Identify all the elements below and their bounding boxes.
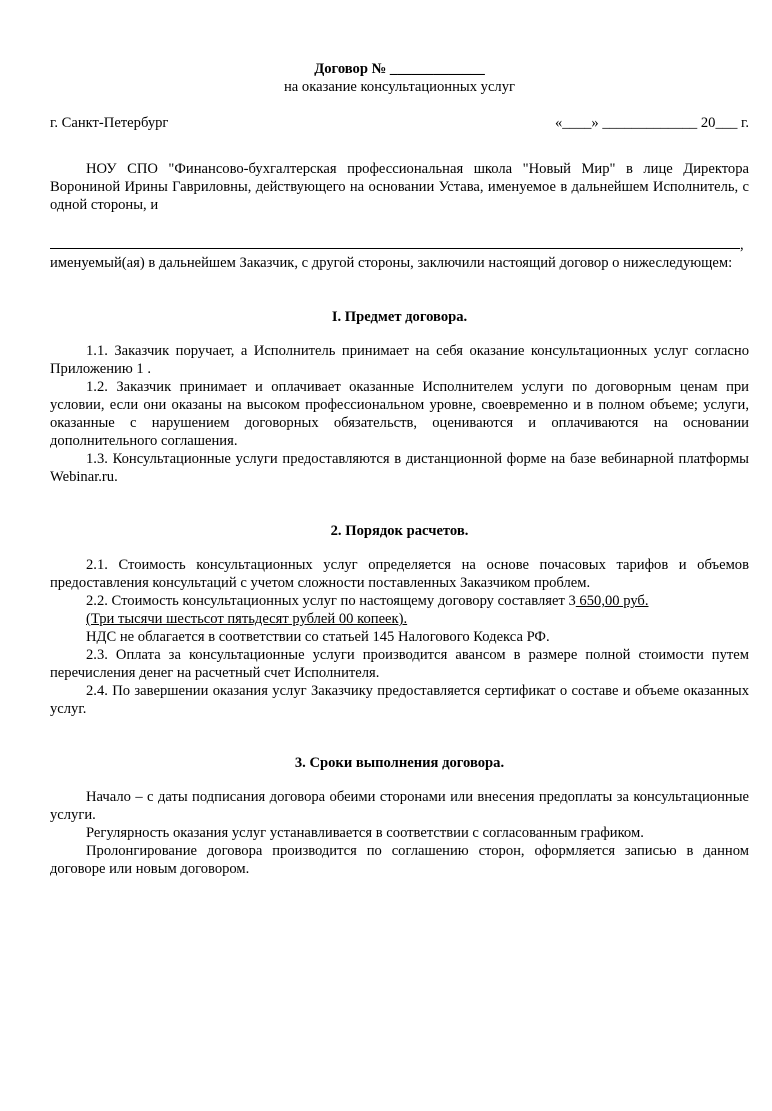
section3-title: 3. Сроки выполнения договора. bbox=[294, 755, 505, 771]
section1-title: I. Предмет договора. bbox=[331, 309, 468, 325]
preamble-executor: НОУ СПО "Финансово-бухгалтерская профессиональная школа "Новый Мир" в лице Директора Ворониной Ирины Гавриловны, действующего на основании Устава, именуемое в дальнейшем Исполнитель, с одной стороны, и bbox=[50, 161, 749, 213]
section1-p2: 1.2. Заказчик принимает и оплачивает оказанные Исполнителем услуги по договорным ценам при условии, если они оказаны на высоком профессиональном уровне, своевременно и в полном объеме; услуги, оказанные с нарушением договорных обязательств, оцениваются и оплачиваются на основании дополнительного соглашения. bbox=[50, 379, 749, 449]
section3-p3: Пролонгирование договора производится по соглашению сторон, оформляется записью в данном договоре или новым договором. bbox=[50, 843, 749, 877]
place-date-row bbox=[50, 114, 749, 132]
contract-document bbox=[50, 60, 749, 878]
city: г. Санкт-Петербург bbox=[50, 115, 169, 131]
contract-amount-words: (Три тысячи шестьсот пятьдесят рублей 00 копеек). bbox=[86, 611, 408, 627]
contract-date: «____» _____________ 20___ г. bbox=[554, 115, 749, 131]
contract-title: Договор № _____________ bbox=[314, 61, 485, 77]
section1-p1: 1.1. Заказчик поручает, а Исполнитель принимает на себя оказание консультационных услуг согласно Приложению 1 . bbox=[50, 343, 749, 377]
section2-p3: 2.3. Оплата за консультационные услуги производится авансом в размере полной стоимости путем перечисления денег на расчетный счет Исполнителя. bbox=[50, 647, 749, 681]
customer-name-blank bbox=[50, 234, 740, 249]
section3-p1: Начало – с даты подписания договора обеими сторонами или внесения предоплаты за консультационные услуги. bbox=[50, 789, 749, 823]
customer-comma: , bbox=[740, 237, 744, 253]
preamble-customer: именуемый(ая) в дальнейшем Заказчик, с другой стороны, заключили настоящий договор о нижеследующем: bbox=[50, 255, 733, 271]
section2-title: 2. Порядок расчетов. bbox=[330, 523, 469, 539]
contract-subtitle: на оказание консультационных услуг bbox=[283, 79, 515, 95]
customer-name-line bbox=[50, 234, 749, 254]
section2-amount-words-line bbox=[50, 610, 749, 628]
section2-vat: НДС не облагается в соответствии со статьей 145 Налогового Кодекса РФ. bbox=[86, 629, 550, 645]
section1-p3: 1.3. Консультационные услуги предоставляются в дистанционной форме на базе вебинарной платформы Webinar.ru. bbox=[50, 451, 749, 485]
section3-p2: Регулярность оказания услуг устанавливается в соответствии с согласованным графиком. bbox=[86, 825, 644, 841]
section2-p4: 2.4. По завершении оказания услуг Заказчику предоставляется сертификат о составе и объеме оказанных услуг. bbox=[50, 683, 749, 717]
contract-amount: 650,00 руб. bbox=[575, 593, 649, 609]
section2-p2 bbox=[50, 592, 749, 610]
section2-p1: 2.1. Стоимость консультационных услуг определяется на основе почасовых тарифов и объемов предоставления консультаций с учетом сложности поставленных Заказчиком проблем. bbox=[50, 557, 749, 591]
section2-p2-prefix: 2.2. Стоимость консультационных услуг по настоящему договору составляет 3 bbox=[86, 593, 576, 609]
